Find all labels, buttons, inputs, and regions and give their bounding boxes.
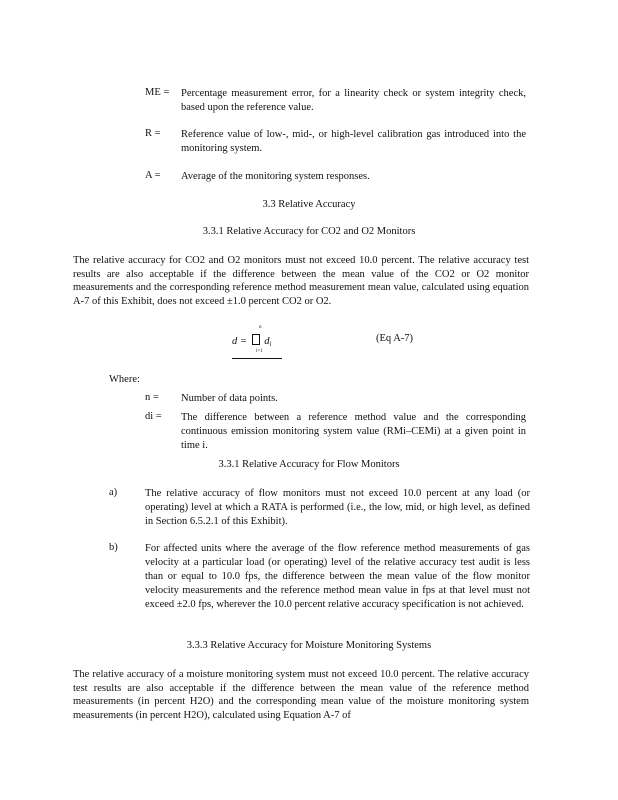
definition-text: Number of data points.: [181, 393, 278, 404]
paragraph-co2-o2: The relative accuracy for CO2 and O2 monitors must not exceed 10.0 percent. The relative accuracy test results are also acceptable if the difference between the mean value of the CO2 or O2 monitor measurements and the corresponding reference method measurement mean value, calculated using equation A-7 of this Exhibit, does not exceed ±1.0 percent CO2 or O2.: [73, 255, 529, 307]
equation-body: [232, 334, 271, 348]
section-heading-3-3: 3.3 Relative Accuracy: [262, 199, 356, 210]
where-label: Where:: [109, 374, 140, 385]
list-item-text: For affected units where the average of the flow reference method measurements of gas velocity at a particular load (or operating) level of the relative accuracy test audit is less than or equal to 10.0 fps, the difference between the mean value of the flow monitor velocity measurements and the reference method mean value in fps at that level must not exceed ±2.0 fps, wherever the 10.0 percent relative accuracy specification is not achieved.: [145, 543, 530, 610]
section-heading-3-3-1-co2: 3.3.1 Relative Accuracy for CO2 and O2 Monitors: [202, 226, 416, 237]
equation-a7: [232, 326, 284, 360]
list-item-label: a): [109, 487, 118, 498]
definition-text: The difference between a reference method value and the corresponding continuous emission monitoring system value (RMi–CEMi) at a given point in time i.: [181, 412, 526, 451]
definition-text: Average of the monitoring system responses.: [181, 171, 370, 182]
definition-symbol: di =: [145, 411, 162, 422]
section-heading-3-3-1-flow: 3.3.1 Relative Accuracy for Flow Monitors: [218, 459, 400, 470]
list-item-text: The relative accuracy of flow monitors must not exceed 10.0 percent at any load (or operating) level at which a RATA is performed (i.e., the low, mid, or high level, as defined in Section 6.5.2.1 of this Exhibit).: [145, 488, 530, 527]
definition-text: Reference value of low-, mid-, or high-level calibration gas introduced into the monitoring system.: [181, 129, 526, 154]
definition-symbol: n =: [145, 392, 159, 403]
sum-lower-limit: i=1: [256, 349, 263, 354]
equation-label: (Eq A-7): [376, 333, 414, 344]
equation-term: d: [264, 336, 270, 347]
equation-lhs: d =: [232, 336, 247, 347]
paragraph-moisture: The relative accuracy of a moisture monitoring system must not exceed 10.0 percent. The relative accuracy test results are also acceptable if the difference between the mean value of the reference method measurements (in percent H2O) and the corresponding mean value of the moisture monitoring system measurements (in percent H2O), calculated using Equation A-7 of: [73, 669, 529, 721]
sum-upper-limit: n: [259, 325, 262, 330]
definition-symbol: ME =: [145, 87, 170, 98]
summation-icon: [252, 334, 260, 345]
definition-text: Percentage measurement error, for a linearity check or system integrity check, based upon the reference value.: [181, 88, 526, 113]
equation-term-subscript: i: [269, 340, 272, 348]
section-heading-3-3-3: 3.3.3 Relative Accuracy for Moisture Monitoring Systems: [186, 640, 432, 651]
list-item-label: b): [109, 542, 118, 553]
definition-symbol: R =: [145, 128, 161, 139]
definition-symbol: A =: [145, 170, 161, 181]
equation-underline: [232, 358, 282, 359]
